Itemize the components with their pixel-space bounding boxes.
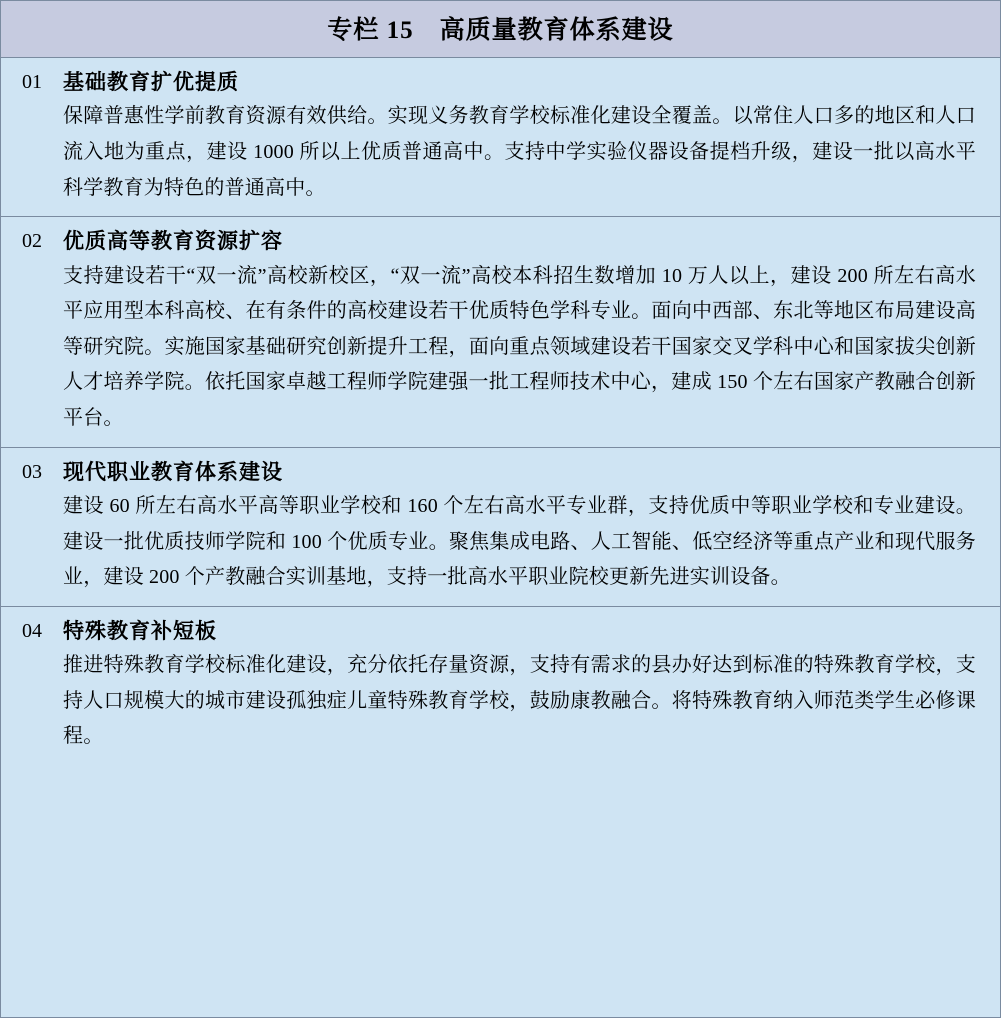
item-content [63,67,1000,206]
item-body: 保障普惠性学前教育资源有效供给。实现义务教育学校标准化建设全覆盖。以常住人口多的地区和人口流入地为重点，建设 1000 所以上优质普通高中。支持中学实验仪器设备提档升级，建设一批以高水平科学教育为特色的普通高中。 [63,105,976,199]
item-title: 基础教育扩优提质 [63,70,239,94]
item-content [63,616,1000,755]
item-content [63,457,1000,596]
item-title: 特殊教育补短板 [63,618,217,643]
item-body: 建设 60 所左右高水平高等职业学校和 160 个左右高水平专业群，支持优质中等职业学校和专业建设。建设一批优质技师学院和 100 个优质专业。聚焦集成电路、人工智能、低空经济等重点产业和现代服务业，建设 200 个产教融合实训基地，支持一批高水平职业院校更新先进实训设备。 [63,495,976,589]
box-title-label: 专栏 15 [327,17,414,44]
box-title-text: 高质量教育体系建设 [439,17,674,44]
item-list [1,58,1000,1017]
box-title [1,1,1000,58]
item-content [63,226,1000,436]
list-item [1,217,1000,447]
item-body: 支持建设若干“双一流”高校新校区，“双一流”高校本科招生数增加 10 万人以上，建设 200 所左右高水平应用型本科高校、在有条件的高校建设若干优质特色学科专业。面向中西部、东北等地区布局建设高等研究院。实施国家基础研究创新提升工程，面向重点领域建设若干国家交叉学科中心和国家拔尖创新人才培养学院。依托国家卓越工程师学院建强一批工程师技术中心，建成 150 个左右国家产教融合创新平台。 [63,264,976,430]
item-body: 推进特殊教育学校标准化建设，充分依托存量资源，支持有需求的县办好达到标准的特殊教育学校，支持人口规模大的城市建设孤独症儿童特殊教育学校，鼓励康教融合。将特殊教育纳入师范类学生必修课程。 [63,654,976,748]
list-item [1,58,1000,217]
item-number: 04 [22,619,42,642]
list-item [1,448,1000,607]
item-title: 现代职业教育体系建设 [63,459,283,484]
item-number: 02 [22,230,42,253]
list-item [1,607,1000,765]
item-number: 01 [22,71,42,93]
item-title: 优质高等教育资源扩容 [63,229,283,254]
item-number: 03 [22,460,42,483]
